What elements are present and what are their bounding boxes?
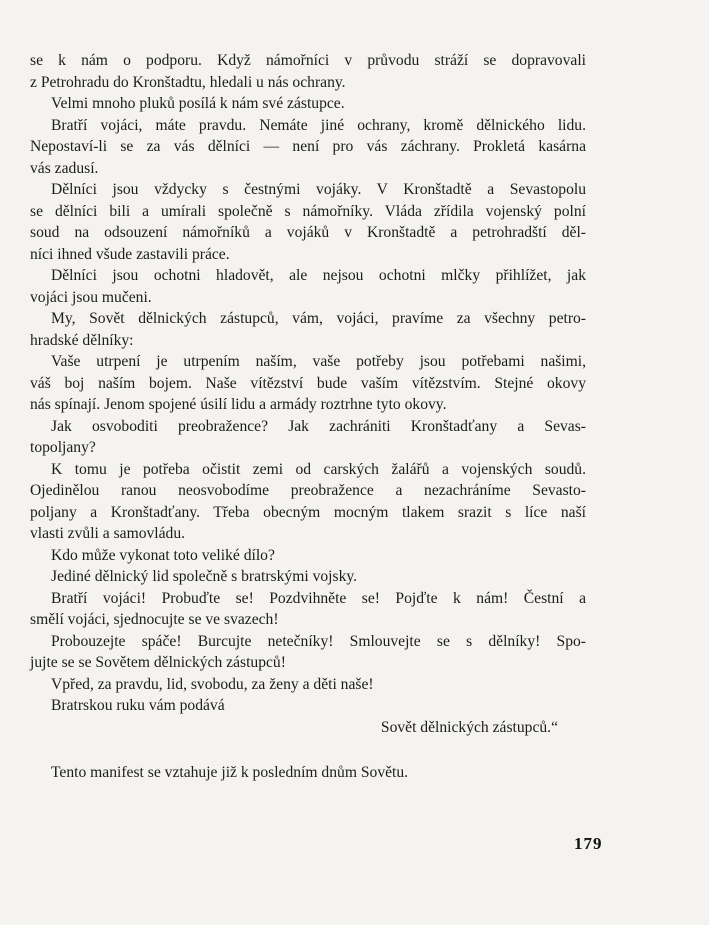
text-line: níci ihned všude zastavili práce. — [30, 245, 230, 263]
text-line: soud na odsouzení námořníků a vojáků v Kronštadtě a petrohradští děl- — [30, 224, 586, 241]
text-line: Velmi mnoho pluků posílá k nám své zástupce. — [51, 95, 345, 112]
text-line: Vpřed, za pravdu, lid, svobodu, za ženy a děti naše! — [51, 675, 374, 693]
text-line: vás zadusí. — [30, 159, 99, 177]
page-number: 179 — [574, 834, 603, 853]
text-line: Ojedinělou ranou neosvobodíme preobražence a nezachráníme Sevasto- — [30, 482, 586, 499]
text-line: se k nám o podporu. Když námořníci v průvodu stráží se dopravovali — [30, 52, 586, 69]
text-line: Kdo může vykonat toto veliké dílo? — [51, 546, 275, 564]
text-line: topoljany? — [30, 439, 96, 456]
text-line: Jediné dělnický lid společně s bratrskými vojsky. — [51, 568, 358, 585]
text-line: Dělníci jsou ochotni hladovět, ale nejsou ochotni mlčky přihlížet, jak — [51, 267, 586, 284]
text-line: nás spínají. Jenom spojené úsilí lidu a armády roztrhne tyto okovy. — [30, 396, 447, 413]
text-line: K tomu je potřeba očistit zemi od carských žalářů a vojenských soudů. — [51, 460, 586, 478]
text-line: Jak osvoboditi preobražence? Jak zachrániti Kronštadťany a Sevas- — [51, 417, 586, 435]
text-line: jujte se se Sovětem dělnických zástupců! — [30, 654, 286, 671]
text-line: Vaše utrpení je utrpením naším, vaše potřeby jsou potřebami našimi, — [51, 353, 586, 370]
text-line: Bratří vojáci, máte pravdu. Nemáte jiné ochrany, kromě dělnického lidu. — [51, 116, 586, 134]
text-line: se dělníci bili a umírali společně s námořníky. Vláda zřídila vojenský polní — [30, 202, 586, 220]
text-line: váš boj naším bojem. Naše vítězství bude vaším vítězstvím. Stejné okovy — [30, 374, 586, 392]
text-line: Probouzejte spáče! Burcujte netečníky! Smlouvejte se s dělníky! Spo- — [51, 632, 586, 650]
text-line: poljany a Kronštadťany. Třeba obecným mocným tlakem srazit s líce naší — [30, 503, 586, 521]
text-line: Dělníci jsou vždycky s čestnými vojáky. V Kronštadtě a Sevastopolu — [51, 181, 586, 198]
signature: Sovět dělnických zástupců.“ — [380, 718, 558, 736]
text-line: Bratrskou ruku vám podává — [51, 697, 225, 714]
text-line: Bratří vojáci! Probuďte se! Pozdvihněte se! Pojďte k nám! Čestní a — [51, 589, 586, 607]
text-line: hradské dělníky: — [30, 331, 134, 349]
text-line: vojáci jsou mučeni. — [30, 288, 152, 306]
text-line: Nepostaví-li se za vás dělníci — není pro vás záchrany. Prokletá kasárna — [30, 138, 586, 155]
page-body — [30, 50, 586, 784]
footnote: Tento manifest se vztahuje již k posledním dnům Sovětu. — [51, 764, 409, 781]
text-line: vlasti zvůli a samovládu. — [30, 525, 186, 542]
text-line: z Petrohradu do Kronštadtu, hledali u nás ochrany. — [30, 73, 346, 91]
text-line: My, Sovět dělnických zástupců, vám, vojáci, pravíme za všechny petro- — [51, 310, 586, 327]
text-line: smělí vojáci, sjednocujte se ve svazech! — [30, 611, 279, 628]
